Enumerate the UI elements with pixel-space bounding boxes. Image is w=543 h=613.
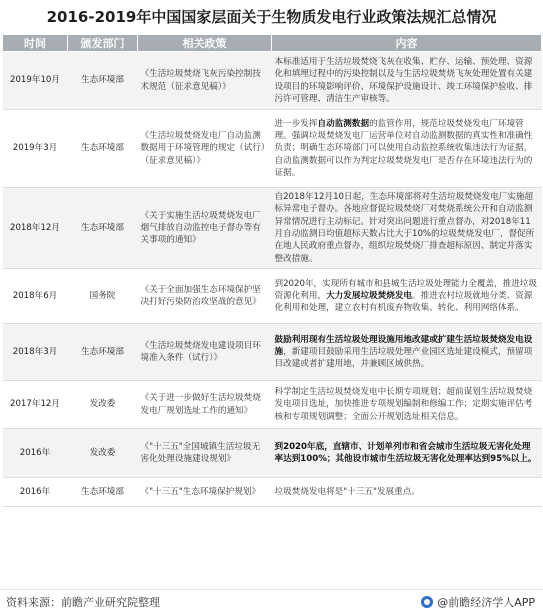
cell-time: 2018年3月 [3,324,68,381]
cell-content [272,324,542,381]
cell-dept: 生态环境部 [68,188,138,269]
cell-dept: 生态环境部 [68,324,138,381]
cell-content [272,110,542,188]
header-doc: 相关政策 [138,35,272,52]
content-text: 进一步发挥 [274,118,318,129]
content-text: 到2020年，实现所有城市和县城生活垃圾处理能力全覆盖，推进垃圾资源化利用， [274,278,537,301]
table-row [3,52,542,110]
table-row [3,478,542,507]
cell-time: 2019年3月 [3,110,68,188]
cell-dept: 生态环境部 [68,478,138,507]
cell-content [272,429,542,478]
cell-policy: 《关于进一步做好生活垃圾焚烧发电厂规划选址工作的通知》 [138,381,272,429]
source-note: 资料来源：前瞻产业研究院整理 [6,596,160,609]
cell-time: 2016年 [3,429,68,478]
cell-time: 2017年12月 [3,381,68,429]
cell-dept: 生态环境部 [68,110,138,188]
content-text: 垃圾焚烧发电将是"十三五"发展重点。 [274,486,420,497]
cell-policy: 《生活垃圾焚烧发电厂自动监测数据用于环境管理的规定（试行）（征求意见稿）》 [138,110,272,188]
cell-content [272,52,542,110]
cell-policy: 《关于全面加强生态环境保护坚决打好污染防治攻坚战的意见》 [138,269,272,324]
cell-dept: 国务院 [68,269,138,324]
content-highlight: 自动监测数据 [317,118,370,129]
footer [0,589,543,612]
table-row [3,269,542,324]
table-row [3,324,542,381]
cell-time: 2016年 [3,478,68,507]
table-row [3,188,542,269]
content-text: 。推进农村垃圾就地分类、资源化利用和处理，建立农村有机废弃物收集、转化、利用网络体系。 [274,290,533,314]
cell-policy: 《"十三五"全国城镇生活垃圾无害化处理设施建设规划》 [138,429,272,478]
content-text: 自2018年12月10日起，生态环境部将对生活垃圾焚烧发电厂实施超标异常电子督办。各地应督促垃圾焚烧厂对焚烧系统公开和自动监测异常情况进行主动标记。针对突出问题进行重点督办，对2018年11月自动监测日均值超标天数占比大于10%的垃圾焚烧发电厂，督促所在地人民政府重点督办，组织垃圾焚烧厂排查超标原因、制定并落实整改措施。 [274,192,535,264]
header-time: 时间 [3,35,68,52]
cell-time: 2018年12月 [3,188,68,269]
header-content: 内容 [272,35,542,52]
brand [421,594,535,610]
content-text: 的监管作用，规范垃圾焚烧发电厂环境管理。强调垃圾焚烧发电厂运营单位对自动监测数据的真实性和准确性负责；明确生态环境部门可以使用自动监控系统收集违法行为证据，自动监测数据可以作为判定垃圾焚烧发电厂是否存在环境违法行为的证据。 [274,118,533,178]
content-highlight: 到2020年底，直辖市、计划单列市和省会城市生活垃圾无害化处理率达到100%；其他设市城市生活垃圾无害化处理率达到95%以上。 [274,441,537,464]
qianzhan-logo-icon [421,596,433,608]
cell-policy: 《关于实施生活垃圾焚烧发电厂烟气排放自动监控电子督办等有关事项的通知》 [138,188,272,269]
policy-table [2,34,542,507]
table-header-row [3,35,542,52]
content-highlight: 鼓励利用现有生活垃圾处理设施用地改建或扩建生活垃圾焚烧发电设施 [274,334,533,357]
table-row [3,110,542,188]
content-text: 本标准适用于生活垃圾焚烧飞灰在收集、贮存、运输、预处理、资源化和填埋过程中的污染控制以及与生活垃圾焚烧飞灰处理处置有关建设项目的环境影响评价、环境保护设施设计、竣工环境保护验收、排污许可管理、清洁生产审核等。 [274,56,533,104]
table-row [3,381,542,429]
cell-dept: 发改委 [68,429,138,478]
header-dept: 颁发部门 [68,35,138,52]
cell-dept: 生态环境部 [68,52,138,110]
table-row [3,429,542,478]
cell-content [272,269,542,324]
content-text: 科学制定生活垃圾焚烧发电中长期专项规划；超前谋划生活垃圾焚烧发电项目选址，加快推进专项规划编制和修编工作；定期实施评估考核和专项规划调整；全面公开规划选址相关信息。 [274,387,533,422]
content-highlight: 大力发展垃圾焚烧发电 [326,290,413,301]
cell-content [272,478,542,507]
cell-policy: 《"十三五"生态环境保护规划》 [138,478,272,507]
content-text: ，新建项目鼓励采用生活垃圾处理产业园区选址建设模式，预留项目改建或者扩建用地，并兼顾区域供热。 [274,346,533,370]
cell-time: 2019年10月 [3,52,68,110]
cell-policy: 《生活垃圾焚烧发电建设项目环境准入条件（试行）》 [138,324,272,381]
cell-time: 2018年6月 [3,269,68,324]
brand-label: @前瞻经济学人APP [437,596,535,609]
page-title: 2016-2019年中国国家层面关于生物质发电行业政策法规汇总情况 [46,8,497,26]
cell-content [272,381,542,429]
cell-policy: 《生活垃圾焚烧飞灰污染控制技术规范（征求意见稿）》 [138,52,272,110]
cell-dept: 发改委 [68,381,138,429]
cell-content [272,188,542,269]
